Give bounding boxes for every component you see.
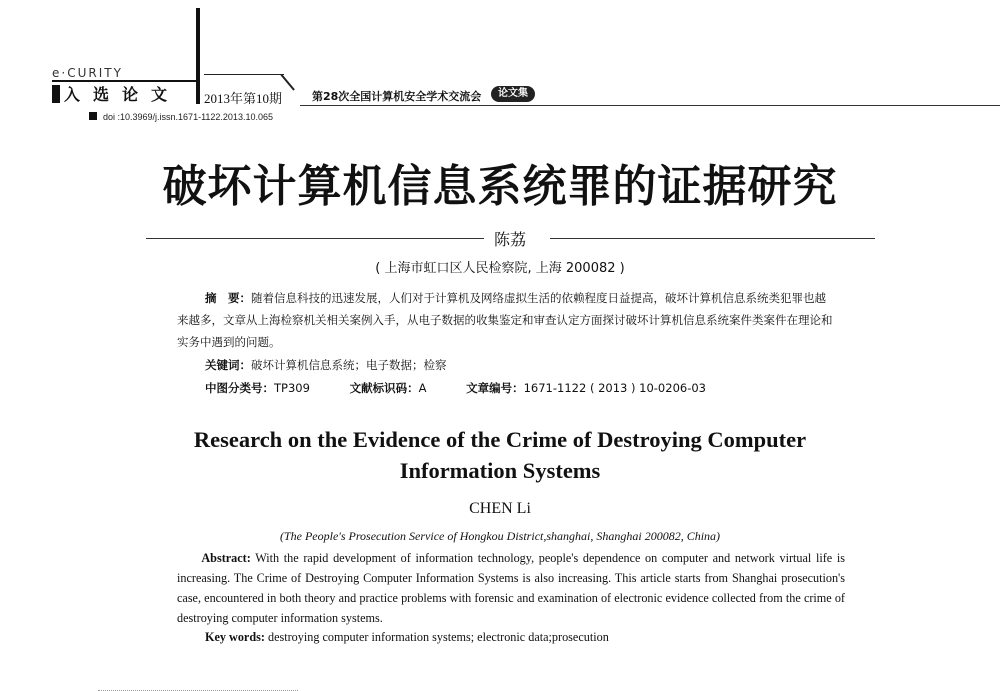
cn-class-value: TP309 [274, 381, 310, 395]
header-vertical-bar [196, 8, 200, 104]
header-top-line [204, 74, 284, 75]
en-abstract-text: With the rapid development of information technology, people's dependence on computer and network virtual life is increasing. The Crime of Destroying Computer Information Systems is also increasing. This article starts from Shanghai prosecution's case, encountered in both theory and practice problems with forensic and examination of electronic evidence collected from the crime of destroying computer information systems. [177, 551, 845, 625]
en-keywords-text: destroying computer information systems; electronic data;prosecution [267, 630, 609, 644]
author-rule-right [550, 238, 875, 239]
issue-number: 2013年第10期 [204, 91, 283, 106]
brand-rule [52, 80, 196, 82]
cn-abstract [177, 287, 837, 353]
header-rule [300, 105, 1000, 106]
proceedings-badge: 论文集 [491, 86, 535, 102]
cn-doccode-value: A [418, 381, 427, 395]
cn-affiliation: ( 上海市虹口区人民检察院, 上海 200082 ) [375, 261, 625, 276]
cn-abstract-text: 随着信息科技的迅速发展，人们对于计算机及网络虚拟生活的依赖程度日益提高，破坏计算机信息系统类犯罪也越来越多，文章从上海检察机关相关案例入手，从电子数据的收集鉴定和审查认定方面探讨破坏计算机信息系统案件类案件在理论和实务中遇到的问题。 [177, 291, 833, 349]
cn-article-value: 1671-1122 ( 2013 ) 10-0206-03 [523, 381, 706, 395]
section-tag [52, 84, 180, 106]
section-tag-text: 入选论文 [64, 85, 181, 104]
en-keywords [205, 630, 609, 645]
section-block-icon [52, 85, 60, 103]
author-rule-left [146, 238, 484, 239]
journal-brand: e·CURITY [52, 66, 123, 80]
en-abstract [177, 548, 845, 628]
cn-title: 破坏计算机信息系统罪的证据研究 [162, 161, 838, 212]
cn-abstract-label: 摘 要： [205, 291, 251, 305]
en-keywords-label: Key words: [205, 630, 265, 644]
doi-bullet-icon [89, 112, 97, 120]
doi-text: doi :10.3969/j.issn.1671-1122.2013.10.065 [103, 112, 273, 122]
en-title-line1: Research on the Evidence of the Crime of Destroying Computer [193, 427, 807, 452]
cn-doccode-label: 文献标识码： [349, 381, 419, 395]
en-title-line2: Information Systems [399, 458, 601, 483]
cn-keywords [205, 354, 865, 376]
cn-class-label: 中图分类号： [205, 381, 274, 395]
doi [89, 112, 273, 122]
cn-article-label: 文章编号： [466, 381, 524, 395]
en-affiliation: (The People's Prosecution Service of Hongkou District,shanghai, Shanghai 200082, China) [279, 529, 721, 543]
en-abstract-label: Abstract: [201, 551, 251, 565]
header-slant-line [280, 74, 294, 91]
conference-name: 第28次全国计算机安全学术交流会 [312, 90, 482, 103]
cn-classification [205, 377, 865, 399]
en-title [0, 424, 1000, 486]
cn-keywords-label: 关键词： [205, 358, 251, 372]
en-author: CHEN Li [469, 500, 531, 517]
cn-keywords-text: 破坏计算机信息系统；电子数据；检察 [251, 358, 447, 372]
cn-author: 陈荔 [494, 230, 527, 249]
